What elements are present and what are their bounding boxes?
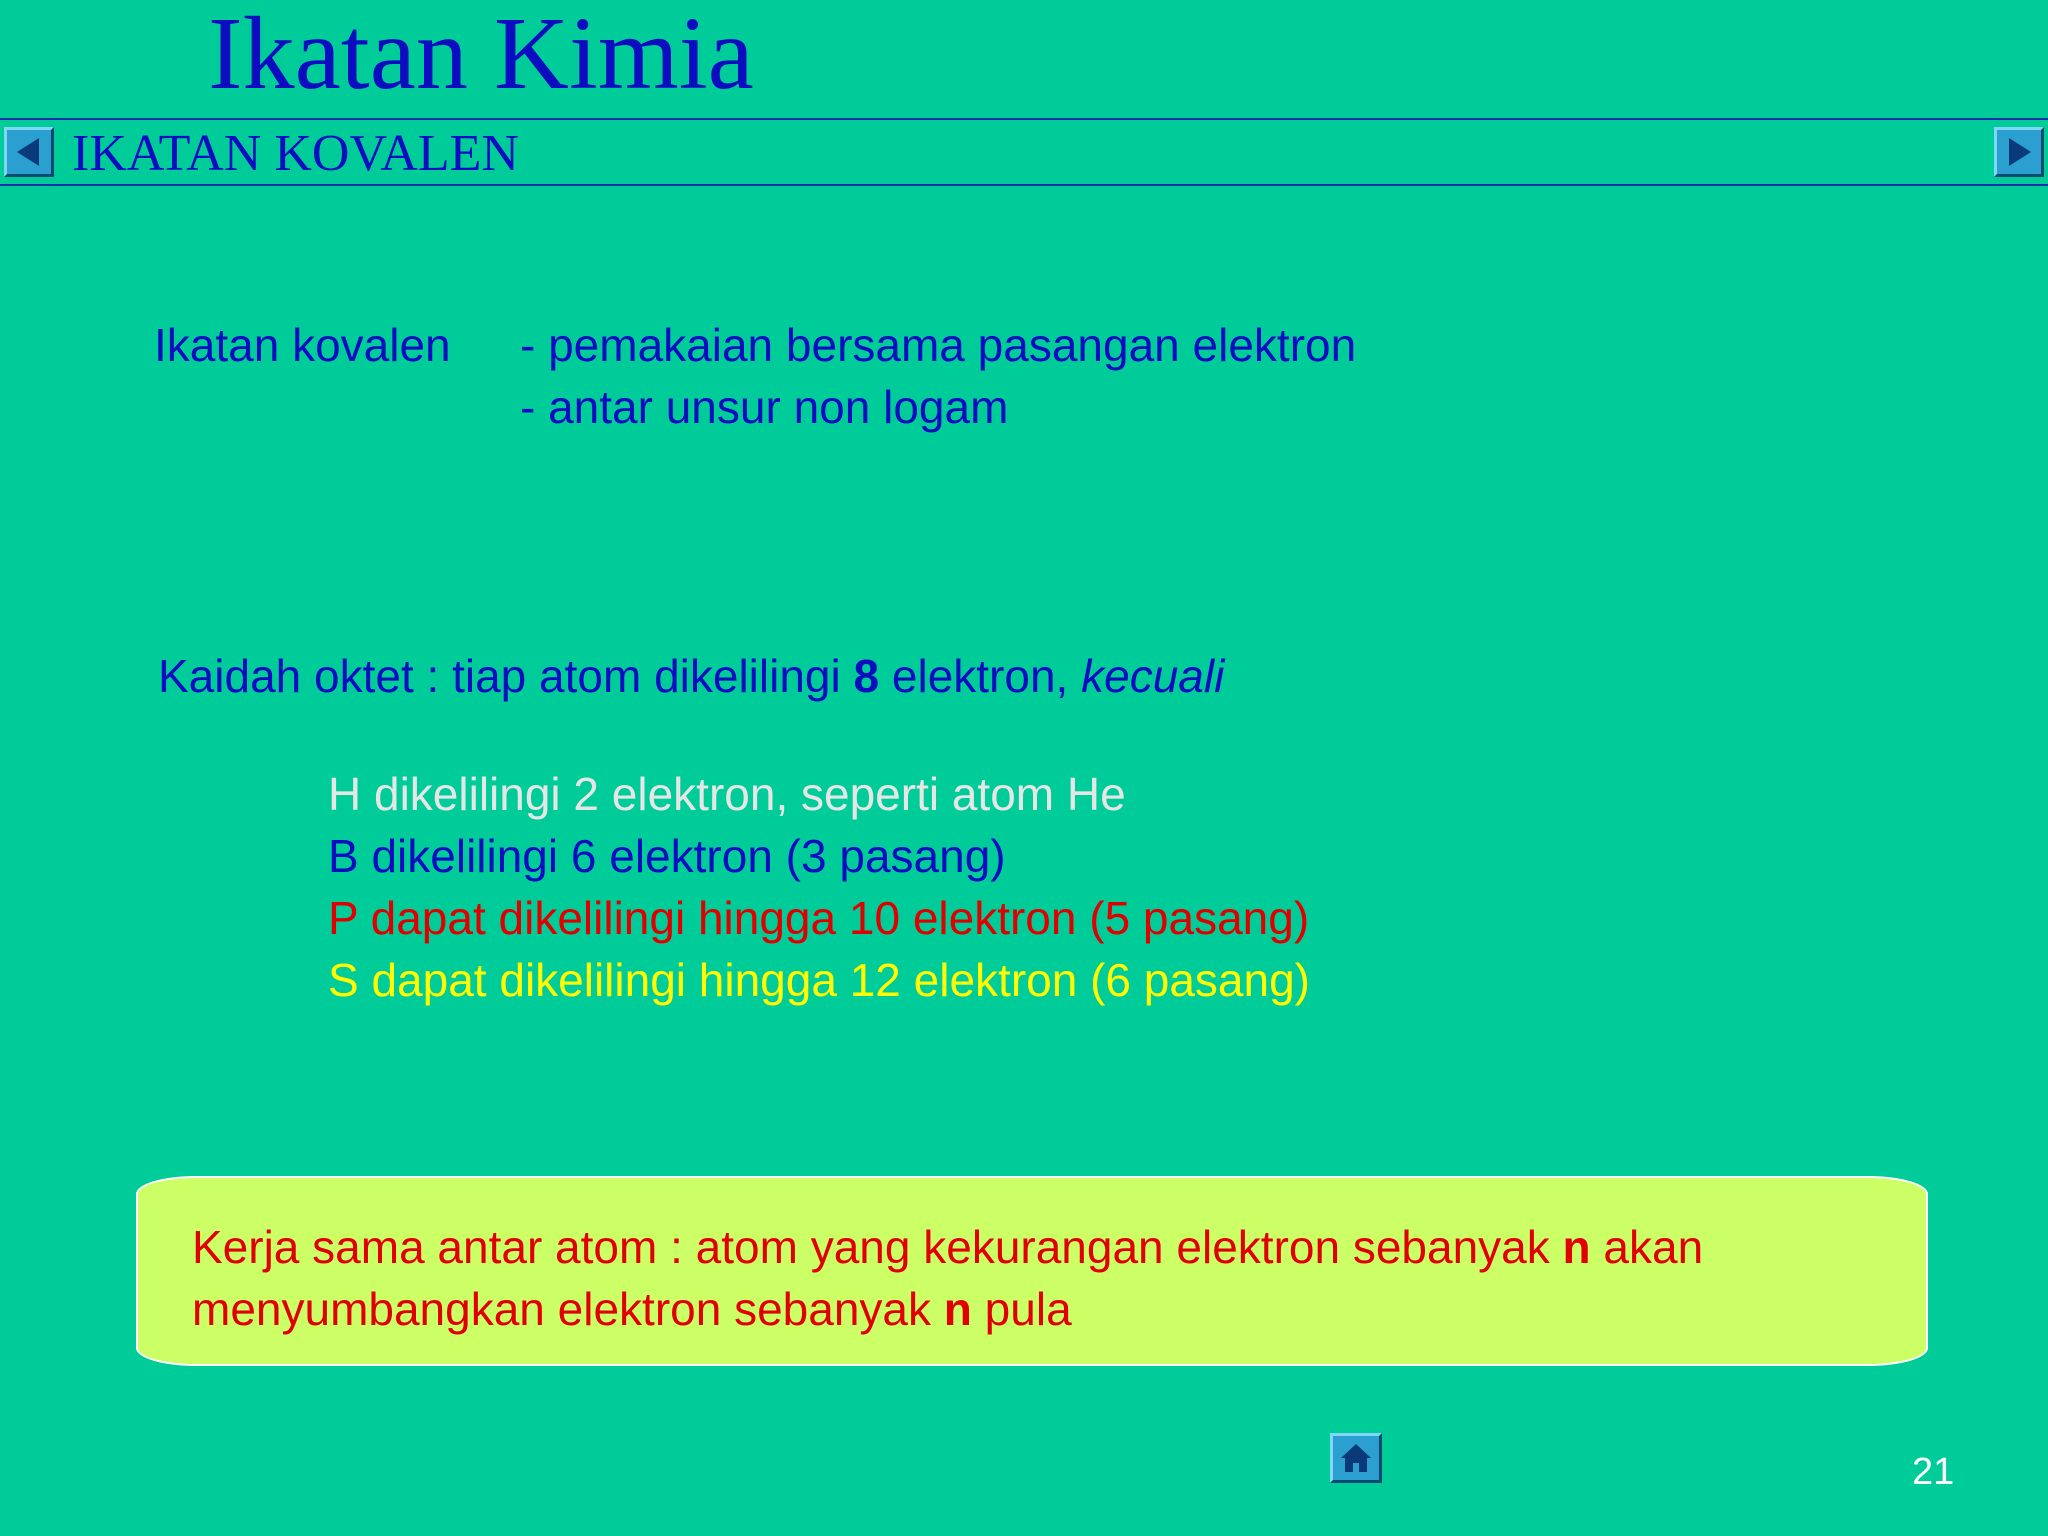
- callout-box: [136, 1176, 1928, 1366]
- page-number: 21: [1912, 1451, 1955, 1493]
- home-icon: [1333, 1436, 1379, 1480]
- right-arrow-icon: [1997, 130, 2041, 174]
- exception-item: P dapat dikelilingi hingga 10 elektron (5 pasang): [328, 892, 1310, 944]
- home-button[interactable]: [1330, 1433, 1382, 1483]
- callout-text-part: pula: [971, 1283, 1072, 1335]
- oktet-middle: elektron,: [879, 650, 1082, 702]
- callout-line-1: [192, 1216, 1703, 1278]
- oktet-rule: [158, 645, 1224, 707]
- callout-text-part: Kerja sama antar atom : atom yang kekurangan elektron sebanyak: [192, 1221, 1563, 1273]
- kovalen-definition: - antar unsur non logam: [520, 381, 1009, 433]
- callout-line-2: [192, 1278, 1703, 1340]
- oktet-prefix: Kaidah oktet : tiap atom dikelilingi: [158, 650, 854, 702]
- subtitle-bar: [0, 118, 2048, 186]
- left-arrow-icon: [7, 130, 51, 174]
- oktet-number: 8: [853, 650, 880, 702]
- slide-title: Ikatan Kimia: [208, 0, 754, 111]
- oktet-emphasis: kecuali: [1081, 650, 1225, 702]
- exception-item: H dikelilingi 2 elektron, seperti atom He: [328, 768, 1126, 820]
- callout-bold: n: [943, 1283, 972, 1335]
- kovalen-definitions: [520, 314, 1356, 438]
- exception-item: S dapat dikelilingi hingga 12 elektron (6 pasang): [328, 954, 1310, 1006]
- next-slide-button[interactable]: [1994, 127, 2044, 177]
- callout-text-part: akan: [1590, 1221, 1704, 1273]
- callout-bold: n: [1562, 1221, 1591, 1273]
- prev-slide-button[interactable]: [4, 127, 54, 177]
- kovalen-definition: - pemakaian bersama pasangan elektron: [520, 319, 1357, 371]
- kovalen-term: Ikatan kovalen: [154, 319, 451, 371]
- callout-text: [192, 1216, 1703, 1340]
- callout-text-part: menyumbangkan elektron sebanyak: [192, 1283, 944, 1335]
- section-title: IKATAN KOVALEN: [72, 125, 519, 182]
- oktet-exceptions: [328, 763, 1310, 1011]
- exception-item: B dikelilingi 6 elektron (3 pasang): [328, 830, 1006, 882]
